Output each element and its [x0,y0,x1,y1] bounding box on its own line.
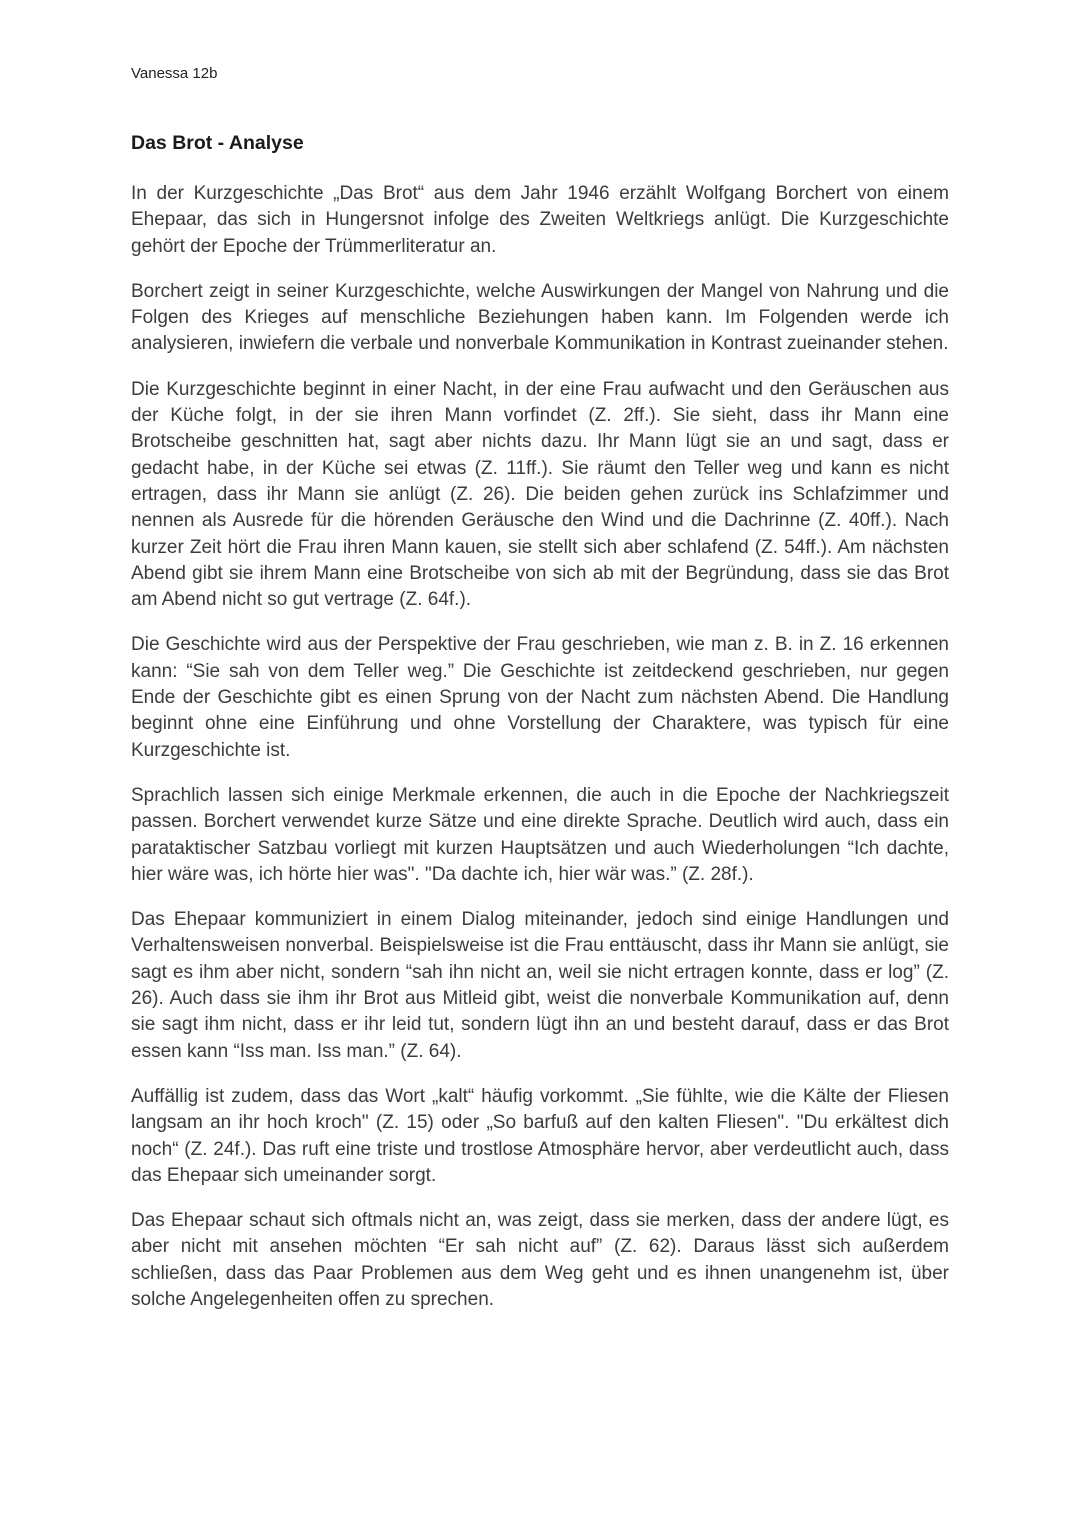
document-title: Das Brot - Analyse [131,132,304,154]
paragraph-language: Sprachlich lassen sich einige Merkmale erkennen, die auch in die Epoche der Nachkriegszeit passen. Borchert verwendet kurze Sätze und eine direkte Sprache. Deutlich wird auch, dass ein parataktischer Satzbau vorliegt mit kurzen Hauptsätzen und auch Wiederholungen “Ich dachte, hier wäre was, ich hörte hier was". "Da dachte ich, hier wär was.” (Z. 28f.). [131,784,949,885]
paragraph-introduction: In der Kurzgeschichte „Das Brot“ aus dem Jahr 1946 erzählt Wolfgang Borchert von einem Ehepaar, das sich in Hungersnot infolge des Zweiten Weltkriegs anlügt. Die Kurzgeschichte gehört der Epoche der Trümmerliteratur an. [131,183,949,257]
paragraph-thesis: Borchert zeigt in seiner Kurzgeschichte, welche Auswirkungen der Mangel von Nahrung und die Folgen des Krieges auf menschliche Beziehungen haben kann. Im Folgenden werde ich analysieren, inwiefern die verbale und nonverbale Kommunikation in Kontrast zueinander stehen. [131,280,949,355]
paragraph-conclusion: Das Ehepaar schaut sich oftmals nicht an, was zeigt, dass sie merken, dass der andere lügt, es aber nicht mit ansehen möchten “Er sah nicht auf” (Z. 62). Daraus lässt sich außerdem schließen, dass das Paar Problemen aus dem Weg geht und es ihnen unangenehm ist, über solche Angelegenheiten offen zu sprechen. [131,1210,949,1310]
paragraph-cold-motif: Auffällig ist zudem, dass das Wort „kalt“ häufig vorkommt. „Sie fühlte, wie die Kälte der Fliesen langsam an ihr hoch kroch" (Z. 15) oder „So barfuß auf den kalten Fliesen". "Du erkältest dich noch“ (Z. 24f.). Das ruft eine triste und trostlose Atmosphäre hervor, aber verdeutlicht auch, dass das Ehepaar sich umeinander sorgt. [131,1085,949,1186]
paragraph-perspective: Die Geschichte wird aus der Perspektive der Frau geschrieben, wie man z. B. in Z. 16 erkennen kann: “Sie sah von dem Teller weg.” Die Geschichte ist zeitdeckend geschrieben, nur gegen Ende der Geschichte gibt es einen Sprung von der Nacht zum nächsten Abend. Die Handlung beginnt ohne eine Einführung und ohne Vorstellung der Charaktere, was typisch für eine Kurzgeschichte ist. [131,634,949,761]
paragraph-summary: Die Kurzgeschichte beginnt in einer Nacht, in der eine Frau aufwacht und den Geräuschen aus der Küche folgt, in der sie ihren Mann vorfindet (Z. 2ff.). Sie sieht, dass ihr Mann eine Brotscheibe geschnitten hat, sagt aber nichts dazu. Ihr Mann lügt sie an und sagt, dass er gedacht habe, in der Küche sei etwas (Z. 11ff.). Sie räumt den Teller weg und kann es nicht ertragen, dass ihr Mann sie anlügt (Z. 26). Die beiden gehen zurück ins Schlafzimmer und nennen als Ausrede für die hörenden Geräusche den Wind und die Dachrinne (Z. 40ff.). Nach kurzer Zeit hört die Frau ihren Mann kauen, sie stellt sich aber schlafend (Z. 54ff.). Am nächsten Abend gibt sie ihrem Mann eine Brotscheibe von sich ab mit der Begründung, dass sie das Brot am Abend nicht so gut vertrage (Z. 64f.). [131,378,949,611]
document-body [131,181,949,1332]
author-line: Vanessa 12b [131,65,218,82]
paragraph-communication: Das Ehepaar kommuniziert in einem Dialog miteinander, jedoch sind einige Handlungen und Verhaltensweisen nonverbal. Beispielsweise ist die Frau enttäuscht, dass ihr Mann sie anlügt, sie sagt es ihm aber nicht, sondern “sah ihn nicht an, weil sie nicht ertragen konnte, dass er log” (Z. 26). Auch dass sie ihm ihr Brot aus Mitleid gibt, weist die nonverbale Kommunikation auf, denn sie sagt ihm nicht, dass er ihr leid tut, sondern lügt ihn an und besteht darauf, dass er das Brot essen kann “Iss man. Iss man.” (Z. 64). [131,909,949,1062]
